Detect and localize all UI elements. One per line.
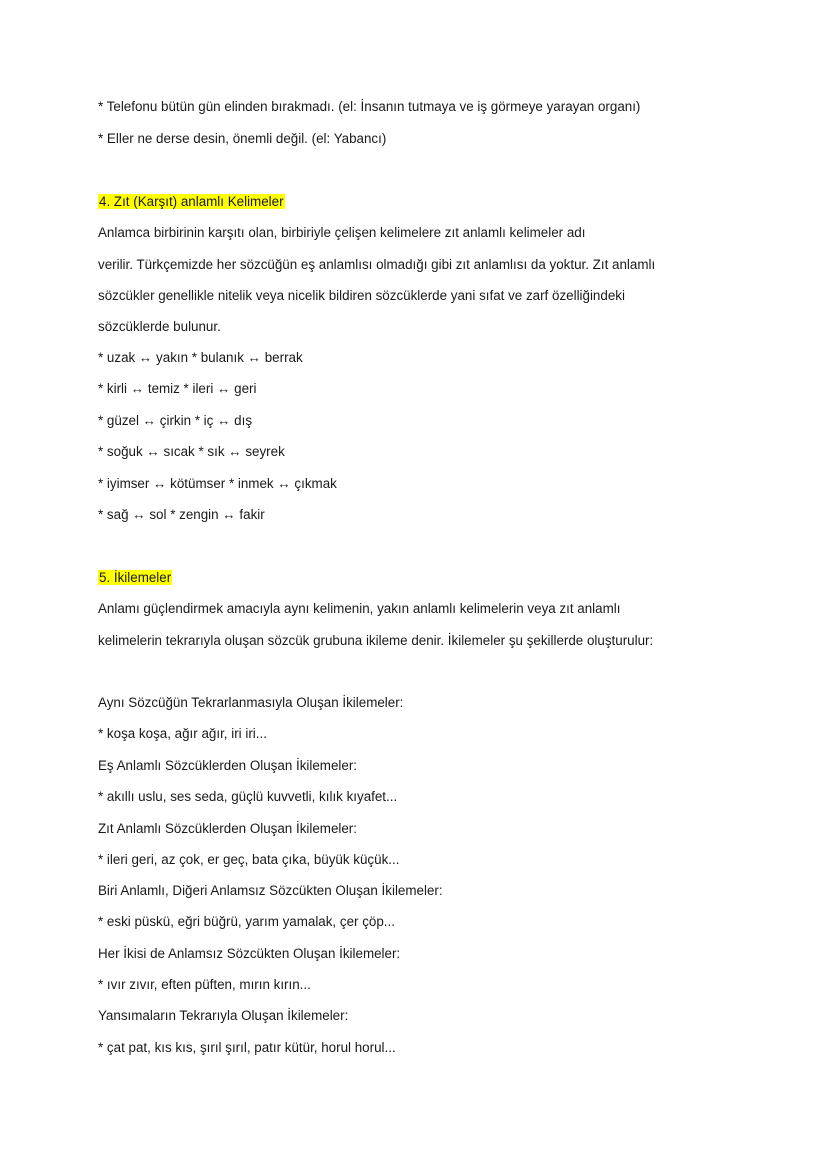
group-title: Biri Anlamlı, Diğeri Anlamsız Sözcükten Oluşan İkilemeler: — [98, 883, 443, 898]
group-title: Yansımaların Tekrarıyla Oluşan İkilemeler: — [98, 1008, 349, 1023]
example-line: * güzel ↔ çirkin * iç ↔ dış — [98, 413, 253, 428]
intro-line: * Eller ne derse desin, önemli değil. (el: Yabancı) — [98, 131, 387, 146]
group-examples: * eski püskü, eğri büğrü, yarım yamalak, çer çöp... — [98, 914, 395, 929]
group-examples: * çat pat, kıs kıs, şırıl şırıl, patır kütür, horul horul... — [98, 1040, 396, 1055]
example-line: * iyimser ↔ kötümser * inmek ↔ çıkmak — [98, 476, 337, 491]
group-title: Her İkisi de Anlamsız Sözcükten Oluşan İkilemeler: — [98, 946, 401, 961]
group-examples: * ileri geri, az çok, er geç, bata çıka, büyük küçük... — [98, 852, 400, 867]
paragraph-line: verilir. Türkçemizde her sözcüğün eş anlamlısı olmadığı gibi zıt anlamlısı da yoktur. Zıt anlamlı — [98, 257, 656, 272]
highlighted-heading: 4. Zıt (Karşıt) anlamlı Kelimeler — [99, 194, 284, 209]
section-5-heading — [98, 569, 172, 587]
example-line: * soğuk ↔ sıcak * sık ↔ seyrek — [98, 444, 285, 459]
paragraph-line: sözcükler genellikle nitelik veya nicelik bildiren sözcüklerde yani sıfat ve zarf özelliğindeki — [98, 288, 625, 303]
paragraph-line: kelimelerin tekrarıyla oluşan sözcük grubuna ikileme denir. İkilemeler şu şekillerde oluşturulur: — [98, 633, 654, 648]
highlighted-heading: 5. İkilemeler — [99, 570, 172, 585]
group-title: Eş Anlamlı Sözcüklerden Oluşan İkilemeler: — [98, 758, 357, 773]
paragraph-line: Anlamı güçlendirmek amacıyla aynı kelimenin, yakın anlamlı kelimelerin veya zıt anlamlı — [98, 601, 621, 616]
group-examples: * koşa koşa, ağır ağır, iri iri... — [98, 726, 267, 741]
group-examples: * ıvır zıvır, eften püften, mırın kırın... — [98, 977, 311, 992]
example-line: * kirli ↔ temiz * ileri ↔ geri — [98, 381, 257, 396]
group-title: Zıt Anlamlı Sözcüklerden Oluşan İkilemeler: — [98, 821, 357, 836]
example-line: * sağ ↔ sol * zengin ↔ fakir — [98, 507, 265, 522]
example-line: * uzak ↔ yakın * bulanık ↔ berrak — [98, 350, 303, 365]
paragraph-line: sözcüklerde bulunur. — [98, 319, 221, 334]
group-examples: * akıllı uslu, ses seda, güçlü kuvvetli, kılık kıyafet... — [98, 789, 398, 804]
paragraph-line: Anlamca birbirinin karşıtı olan, birbiriyle çelişen kelimelere zıt anlamlı kelimeler adı — [98, 225, 586, 240]
section-4-heading — [98, 193, 285, 211]
intro-line: * Telefonu bütün gün elinden bırakmadı. (el: İnsanın tutmaya ve iş görmeye yarayan organı) — [98, 99, 641, 114]
group-title: Aynı Sözcüğün Tekrarlanmasıyla Oluşan İkilemeler: — [98, 695, 404, 710]
